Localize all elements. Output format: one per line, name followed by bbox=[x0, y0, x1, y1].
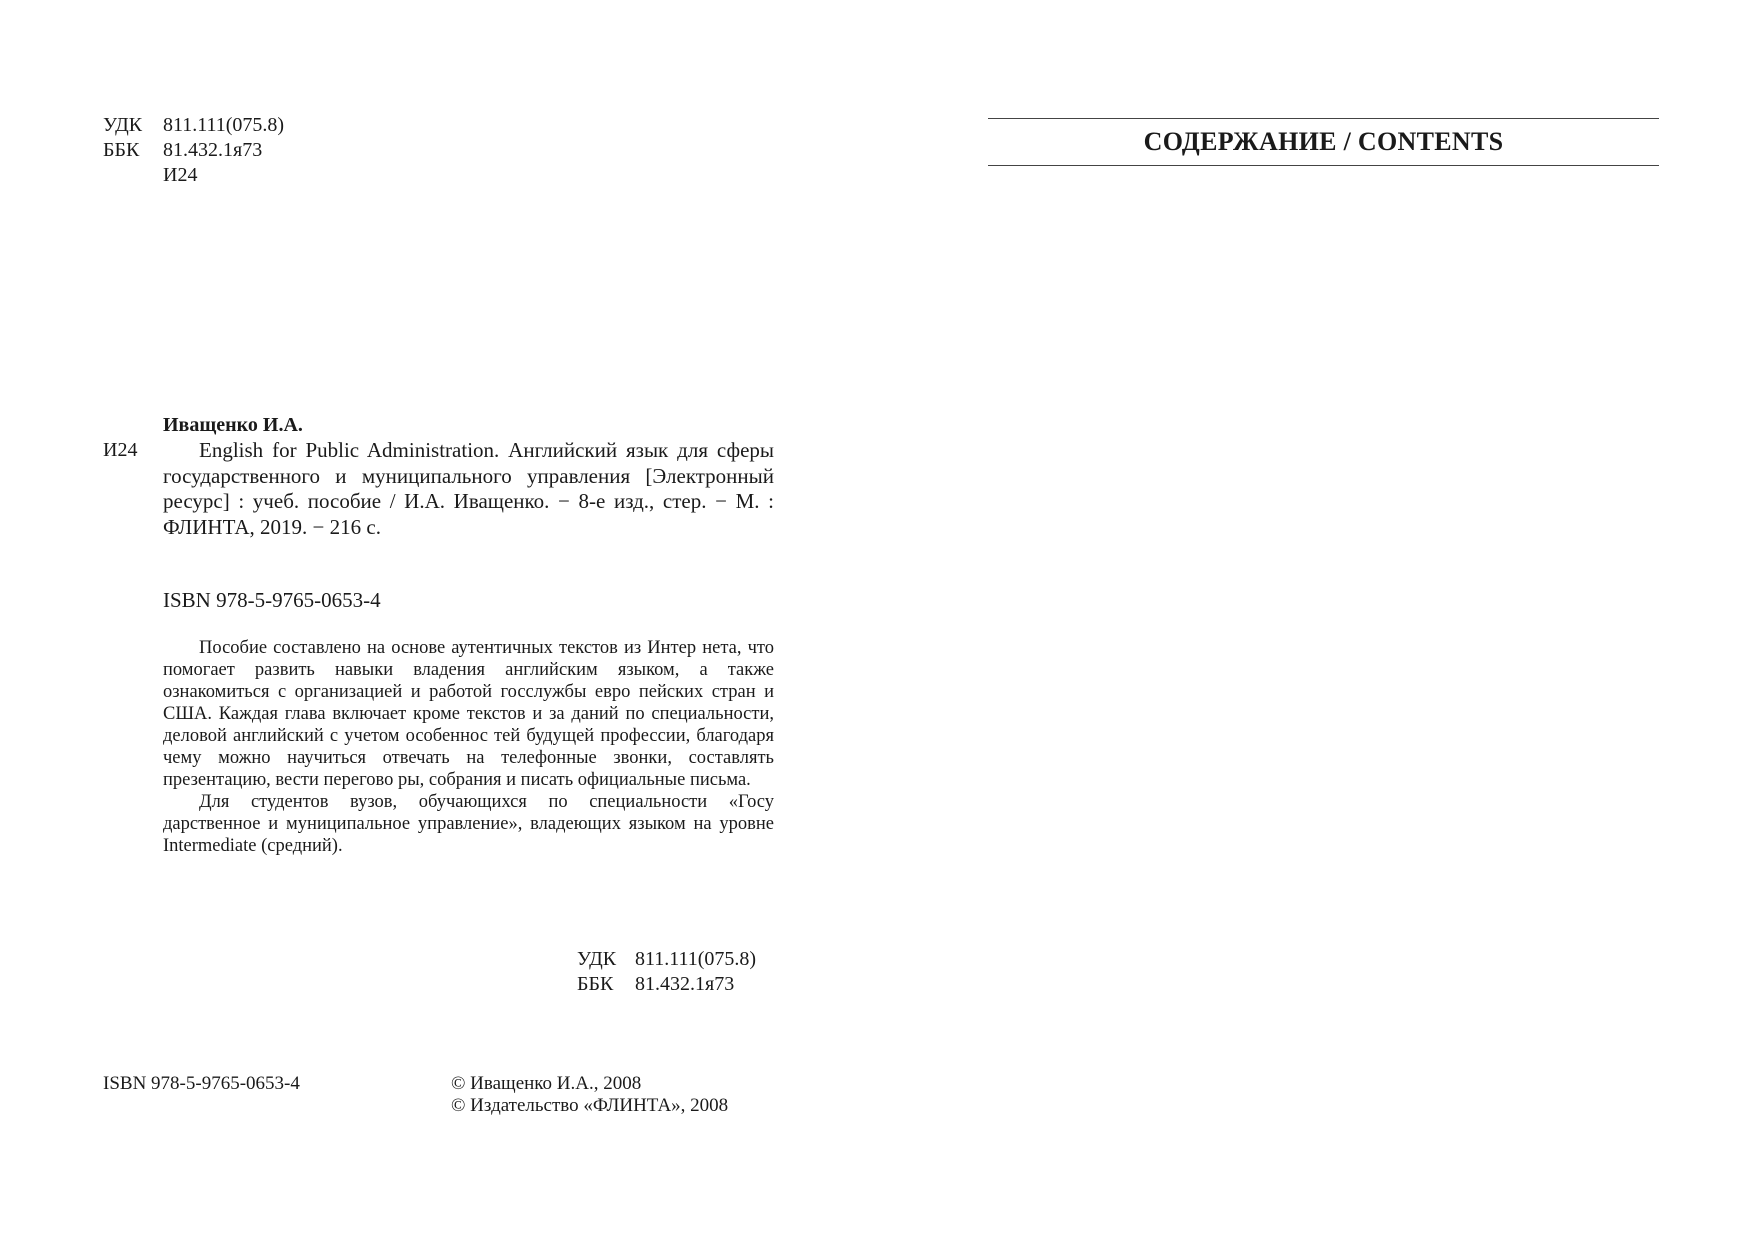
bbk-value-bottom: 81.432.1я73 bbox=[635, 973, 735, 995]
isbn-top: ISBN 978-5-9765-0653-4 bbox=[163, 588, 381, 612]
copyright-author: © Иващенко И.А., 2008 bbox=[451, 1073, 642, 1094]
classification-codes bbox=[103, 113, 284, 188]
udk-label-bottom: УДК bbox=[577, 948, 617, 970]
copyright-block bbox=[451, 1073, 728, 1117]
annotation bbox=[163, 637, 774, 857]
udk-row-bottom bbox=[577, 947, 756, 972]
bbk-row bbox=[103, 138, 284, 163]
udk-value-bottom: 811.111(075.8) bbox=[635, 948, 757, 970]
bbk-label: ББК bbox=[103, 139, 140, 161]
bbk-value: 81.432.1я73 bbox=[163, 139, 263, 161]
bibliographic-entry: English for Public Administration. Английский язык для сферы государственного и муниципального управления [Электронный ресурс] : учеб. пособие / И.А. Иващенко. − 8-е изд., стер. − М. : ФЛИНТА, 2019. − 216 с. bbox=[163, 438, 774, 539]
udk-value: 811.111(075.8) bbox=[163, 114, 285, 136]
author-code: И24 bbox=[103, 439, 138, 461]
bbk-label-bottom: ББК bbox=[577, 973, 614, 995]
author-name: Иващенко И.А. bbox=[163, 414, 303, 436]
copyright-publisher: © Издательство «ФЛИНТА», 2008 bbox=[451, 1095, 729, 1116]
bbk-row-bottom bbox=[577, 972, 756, 997]
author-mark-value: И24 bbox=[163, 164, 198, 186]
author-mark-label bbox=[103, 163, 163, 188]
udk-row bbox=[103, 113, 284, 138]
annotation-paragraph: Пособие составлено на основе аутентичных текстов из Интер нета, что помогает развить навыки владения английским языком, а также ознакомиться с организацией и работой госслужбы евро пейских стран и США. Каждая глава включает кроме текстов и за даний по специальности, деловой английский с учетом особеннос тей будущей профессии, благодаря чему можно научиться отвечать на телефонные звонки, составлять презентацию, вести перегово ры, собрания и писать официальные письма. bbox=[163, 638, 774, 790]
author-mark-row bbox=[103, 163, 284, 188]
classification-codes-bottom bbox=[577, 947, 756, 997]
udk-label: УДК bbox=[103, 114, 143, 136]
contents-heading: СОДЕРЖАНИЕ / CONTENTS bbox=[988, 118, 1659, 166]
annotation-paragraph: Для студентов вузов, обучающихся по специальности «Госу дарственное и муниципальное управление», владеющих языком на уровне Intermediate (средний). bbox=[163, 792, 774, 856]
isbn-bottom: ISBN 978-5-9765-0653-4 bbox=[103, 1073, 300, 1094]
